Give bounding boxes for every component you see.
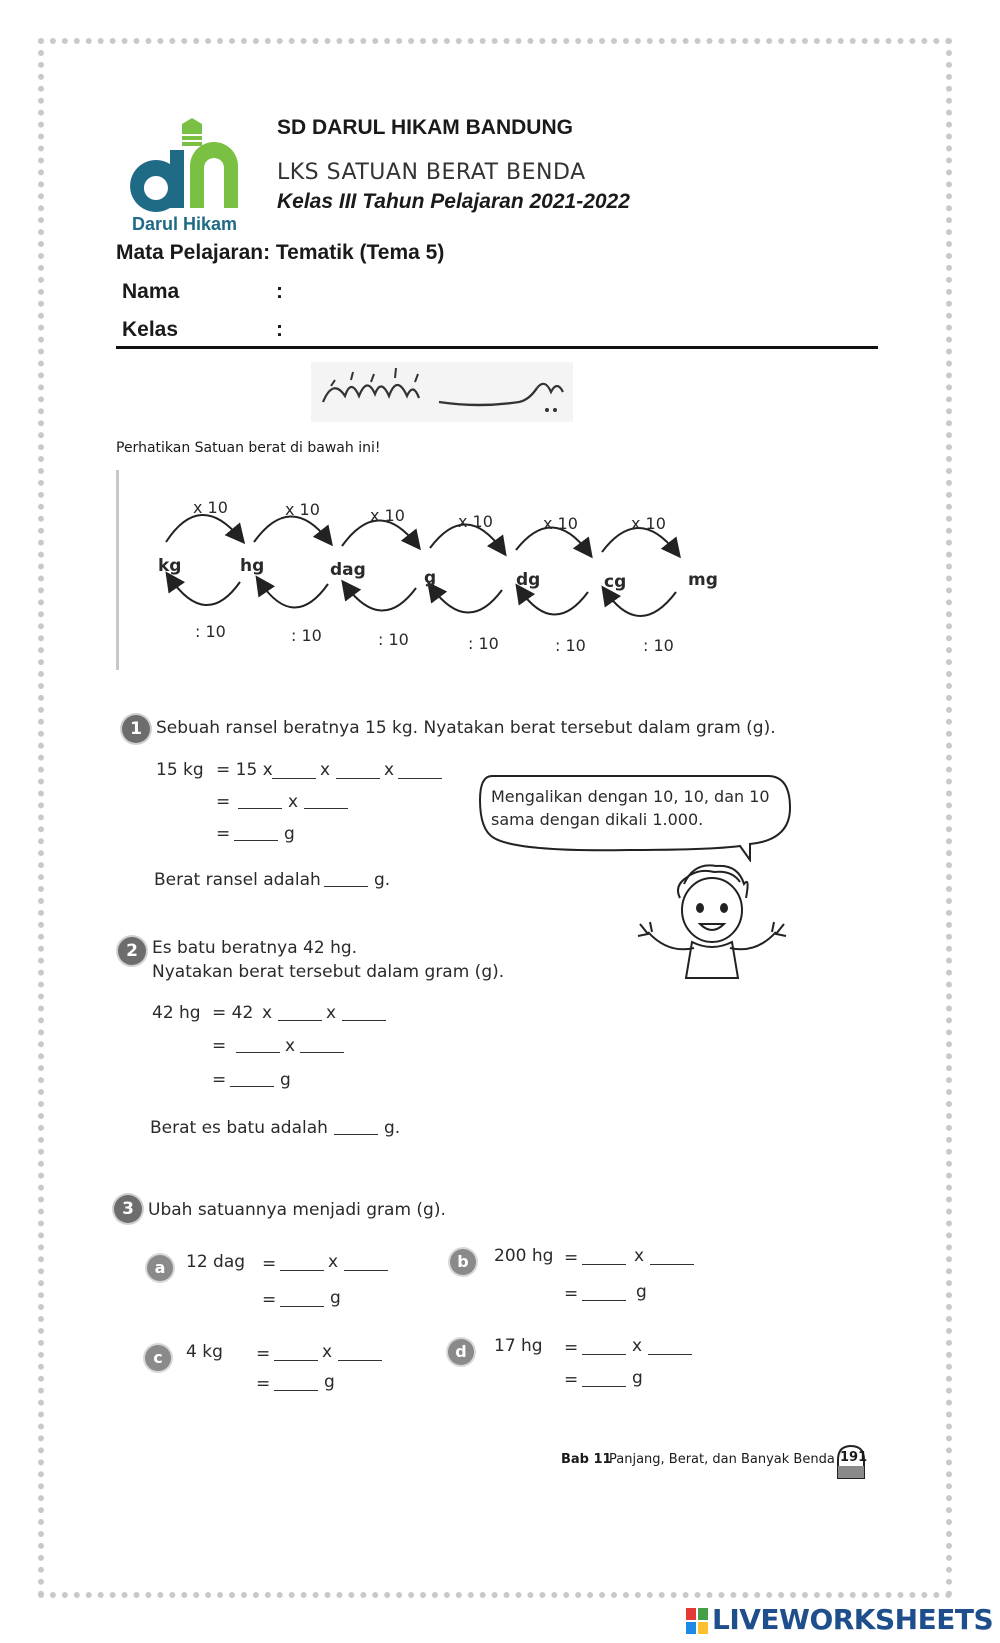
arrow-bottom-2 [260, 582, 328, 608]
basmalah-calligraphy [311, 362, 573, 422]
q3-item-value: 200 hg [494, 1246, 554, 1266]
divide-label: : 10 [468, 634, 499, 653]
q2-answer-blank[interactable] [334, 1134, 378, 1135]
nama-colon: : [276, 280, 283, 303]
unit-label: g [424, 568, 437, 588]
worksheet-title: LKS SATUAN BERAT BENDA [277, 160, 586, 185]
q1-blank[interactable] [238, 808, 282, 809]
arrow-top-1 [166, 515, 240, 542]
q1-x: x [320, 760, 331, 780]
question-number-3: 3 [114, 1195, 142, 1223]
q1-blank[interactable] [272, 778, 316, 779]
q3-item-value: 12 dag [186, 1252, 246, 1272]
q1-x: x [288, 792, 299, 812]
arrow-bottom-4 [432, 588, 502, 613]
q3b-blank[interactable] [650, 1264, 694, 1265]
question-2-line1: Es batu beratnya 42 hg. [152, 938, 358, 958]
unit-label: hg [240, 556, 265, 576]
q2-eq: = [212, 1036, 227, 1056]
divide-label: : 10 [555, 636, 586, 655]
divide-label: : 10 [378, 630, 409, 649]
q3-item-letter: d [448, 1339, 474, 1365]
q3d-blank[interactable] [582, 1386, 626, 1387]
question-number-1: 1 [122, 715, 150, 743]
instruction-text: Perhatikan Satuan berat di bawah ini! [116, 440, 381, 456]
q3a-eq: = [262, 1254, 277, 1274]
q1-eq: = [216, 792, 231, 812]
q1-unit: g [284, 824, 295, 844]
q3d-blank[interactable] [582, 1354, 626, 1355]
q2-line1-eq: = 42 [212, 1003, 254, 1023]
q2-blank[interactable] [278, 1020, 322, 1021]
q3c-unit: g [324, 1372, 335, 1392]
q3-item-value: 17 hg [494, 1336, 543, 1356]
unit-label: dg [516, 570, 541, 590]
logo-text: Darul Hikam [132, 214, 238, 234]
divide-label: : 10 [291, 626, 322, 645]
q3d-blank[interactable] [648, 1354, 692, 1355]
question-2-line2: Nyatakan berat tersebut dalam gram (g). [152, 962, 505, 982]
q1-blank[interactable] [336, 778, 380, 779]
q1-x: x [384, 760, 395, 780]
unit-label: kg [158, 556, 182, 576]
q2-blank[interactable] [342, 1020, 386, 1021]
page-number: 191 [840, 1450, 868, 1465]
question-1-text: Sebuah ransel beratnya 15 kg. Nyatakan berat tersebut dalam gram (g). [156, 718, 776, 738]
q1-blank[interactable] [304, 808, 348, 809]
q3a-blank[interactable] [280, 1306, 324, 1307]
multiply-label: x 10 [370, 506, 405, 525]
arrow-bottom-3 [346, 586, 416, 611]
class-year: Kelas III Tahun Pelajaran 2021-2022 [277, 190, 630, 213]
q1-line1-prefix: 15 kg [156, 760, 204, 780]
q2-unit: g [280, 1070, 291, 1090]
q3a-eq: = [262, 1290, 277, 1310]
unit-label: mg [688, 570, 718, 590]
q2-x: x [285, 1036, 296, 1056]
q3a-x: x [328, 1252, 339, 1272]
question-3-text: Ubah satuannya menjadi gram (g). [148, 1200, 446, 1220]
q1-answer-prefix: Berat ransel adalah [154, 870, 321, 890]
unit-label: cg [604, 572, 627, 592]
q3d-unit: g [632, 1368, 643, 1388]
q3b-unit: g [636, 1282, 647, 1302]
q3b-blank[interactable] [582, 1300, 626, 1301]
multiply-label: x 10 [285, 500, 320, 519]
footer-chapter: Bab 11 [561, 1452, 612, 1467]
q3b-blank[interactable] [582, 1264, 626, 1265]
liveworksheets-watermark: LIVEWORKSHEETS [712, 1603, 994, 1636]
q3-item-value: 4 kg [186, 1342, 223, 1362]
unit-label: dag [330, 560, 366, 580]
q3c-blank[interactable] [274, 1360, 318, 1361]
q3d-eq: = [564, 1338, 579, 1358]
q3d-x: x [632, 1336, 643, 1356]
multiply-label: x 10 [631, 514, 666, 533]
multiply-label: x 10 [193, 498, 228, 517]
q3c-blank[interactable] [274, 1390, 318, 1391]
speech-bubble-text: Mengalikan dengan 10, 10, dan 10 sama dengan dikali 1.000. [491, 787, 770, 829]
q3a-blank[interactable] [344, 1270, 388, 1271]
q2-eq: = [212, 1070, 227, 1090]
boy-illustration [634, 858, 794, 986]
q2-answer-prefix: Berat es batu adalah [150, 1118, 328, 1138]
header-divider [116, 346, 878, 349]
kelas-colon: : [276, 318, 283, 341]
q1-blank[interactable] [398, 778, 442, 779]
q2-x: x [262, 1003, 273, 1023]
q2-blank[interactable] [300, 1052, 344, 1053]
q2-blank[interactable] [230, 1086, 274, 1087]
q1-answer-suffix: g. [374, 870, 391, 890]
arrow-bottom-5 [520, 590, 588, 615]
q3b-x: x [634, 1246, 645, 1266]
q3c-x: x [322, 1342, 333, 1362]
q2-x: x [326, 1003, 337, 1023]
divide-label: : 10 [643, 636, 674, 655]
q2-answer-suffix: g. [384, 1118, 401, 1138]
question-number-2: 2 [118, 937, 146, 965]
q3a-unit: g [330, 1288, 341, 1308]
arrow-top-2 [254, 516, 328, 542]
q1-answer-blank[interactable] [324, 886, 368, 887]
divide-label: : 10 [195, 622, 226, 641]
school-name: SD DARUL HIKAM BANDUNG [277, 116, 573, 139]
liveworksheets-logo-icon [686, 1608, 708, 1634]
q3-item-letter: a [147, 1255, 173, 1281]
q2-blank[interactable] [236, 1052, 280, 1053]
q2-line1-prefix: 42 hg [152, 1003, 201, 1023]
q1-eq: = [216, 824, 231, 844]
q3c-eq: = [256, 1374, 271, 1394]
arrow-bottom-6 [606, 592, 676, 616]
footer-title: Panjang, Berat, dan Banyak Benda [609, 1452, 835, 1467]
q1-blank[interactable] [234, 840, 278, 841]
multiply-label: x 10 [543, 514, 578, 533]
multiply-label: x 10 [458, 512, 493, 531]
q3-item-letter: c [145, 1345, 171, 1371]
q3-item-letter: b [450, 1249, 476, 1275]
q3a-blank[interactable] [280, 1270, 324, 1271]
arrow-bottom-1 [170, 578, 240, 605]
q3d-eq: = [564, 1370, 579, 1390]
kelas-label: Kelas [122, 318, 179, 341]
q3b-eq: = [564, 1284, 579, 1304]
q3b-eq: = [564, 1248, 579, 1268]
q3c-blank[interactable] [338, 1360, 382, 1361]
nama-label: Nama [122, 280, 180, 303]
subject-line: Mata Pelajaran: Tematik (Tema 5) [116, 241, 445, 264]
q3c-eq: = [256, 1344, 271, 1364]
scan-edge [116, 470, 119, 670]
q1-line1-eq: = 15 x [216, 760, 273, 780]
